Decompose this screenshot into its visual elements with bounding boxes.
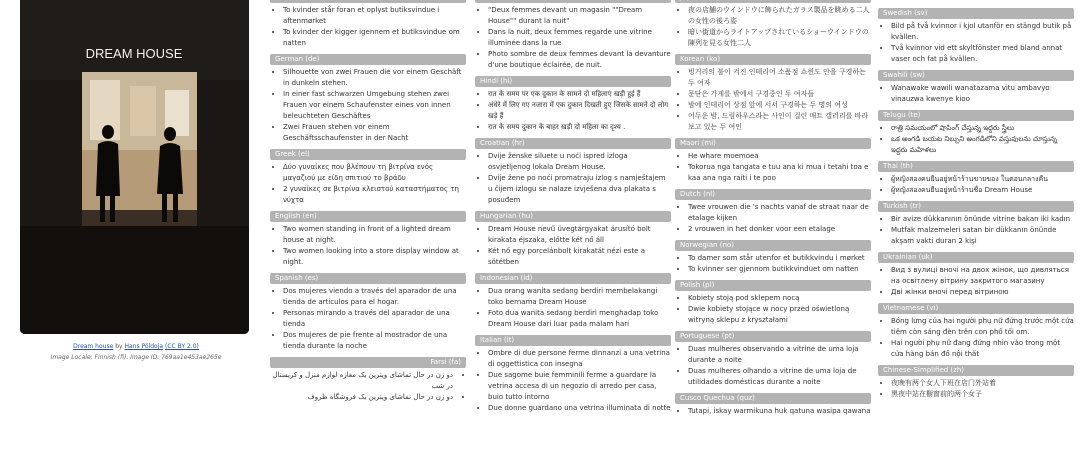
caption-item: • Due donne guardano una vetrina illuminata di notte <box>488 403 671 414</box>
caption-item: • ผู้หญิงสองคนยืนอยู่หน้าร้านชื่อ Dream House <box>891 185 1074 196</box>
caption-list <box>475 5 671 71</box>
language-section <box>878 252 1074 298</box>
caption-list <box>475 286 671 330</box>
language-header: Korean (ko) <box>675 54 871 65</box>
caption-list <box>475 348 671 414</box>
language-section <box>475 273 671 330</box>
caption-item: • Duas mulheres olhando a vitrine de uma loja de utilidades domésticas durante a noite <box>688 366 871 388</box>
caption-list <box>675 253 871 275</box>
caption-item: • Duas mulheres observando a vitrine de uma loja durante a noite <box>688 344 871 366</box>
caption-item: • Δύο γυναίκες που βλέπουν τη βιτρίνα ενός μαγαζιού με είδη σπιτιού το βράδυ <box>283 162 466 184</box>
license-link[interactable]: (CC BY 2.0) <box>165 343 199 350</box>
caption-item: • Dwie kobiety stojące w nocy przed oświetloną witryną sklepu z kryształami <box>688 304 871 326</box>
language-section <box>270 357 466 403</box>
caption-item: • Zwei Frauen stehen vor einem Geschäftsschaufenster in der Nacht <box>283 122 466 144</box>
caption-list <box>270 67 466 144</box>
caption-item: • రాత్రి సమయంలో షాపింగ్ చేస్తున్న ఇద్దరు స్త్రీలు <box>891 123 1074 134</box>
caption-item: • 빙거리의 불이 켜진 인테리어 소품점 쇼윈도 안을 구경하는 두 여자 <box>688 67 871 89</box>
caption-item: • Dvije ženske siluete u noći ispred izloga osvjetljenog lokala Dream House. <box>488 151 671 173</box>
caption-item: • Ombre di due persone ferme dinnanzi a una vetrina di oggettistica con insegna <box>488 348 671 370</box>
caption-list <box>475 151 671 206</box>
caption-by: by <box>115 343 123 350</box>
language-section <box>270 211 466 268</box>
language-section <box>675 138 871 184</box>
caption-item <box>891 0 1074 3</box>
caption-list <box>270 5 466 49</box>
language-section <box>878 0 1074 3</box>
caption-item: • 문닫은 가게를 밖에서 구경중인 두 여자들 <box>688 89 871 100</box>
caption-list <box>878 174 1074 196</box>
caption-list <box>878 378 1074 400</box>
language-header <box>675 0 871 3</box>
image-meta: Image Locale: Finnish (fi). Image ID: 769aa1e453ae265e <box>50 354 222 361</box>
caption-item: • Photo sombre de deux femmes devant la devanture d'une boutique éclairée, de nuit. <box>488 49 671 71</box>
language-section <box>270 0 466 49</box>
caption-item: • Foto dua wanita sedang berdiri menghadap toko Dream House dari luar pada malam hari <box>488 308 671 330</box>
language-header: Croatian (hr) <box>475 138 671 149</box>
language-header: Greek (el) <box>270 149 466 160</box>
caption-list <box>270 224 466 268</box>
language-section <box>878 8 1074 65</box>
caption-item: • 夜の店舗のウインドウに飾られたガラス製品を眺める二人の女性の後ろ姿 <box>688 5 871 27</box>
caption-item: • Tokorua nga tangata e tuu ana ki mua i tetahi toa e kaa ana nga raiti i te poo <box>688 162 871 184</box>
caption-item: • Bir avize dükkanının önünde vitrine bakan iki kadın <box>891 214 1074 225</box>
language-header: Swedish (sv) <box>878 8 1074 19</box>
caption-item: • Due sagome buie femminili ferme a guardare la vetrina accesa di un negozio di arredo per casa, buio tutto intorno <box>488 370 671 403</box>
caption-list <box>878 123 1074 156</box>
caption-item: • To kvinner ser gjennom butikkvinduet om natten <box>688 264 871 275</box>
caption-list <box>270 370 466 403</box>
caption-item: • ผู้หญิงสองคนยืนอยู่หน้าร้านขายของ ในตอนกลางคืน <box>891 174 1074 185</box>
language-section <box>675 54 871 133</box>
language-section <box>675 189 871 235</box>
caption-list <box>475 89 671 133</box>
caption-column <box>675 0 871 422</box>
caption-item: • Két nő egy porcelánbolt kirakatát nézi este a sötétben <box>488 246 671 268</box>
caption-item: • रात के समय दुकान के बाहर खड़ी दो महिला का दृश्य . <box>488 122 671 133</box>
caption-item: • Two women looking into a store display window at night. <box>283 246 466 268</box>
caption-list <box>878 83 1074 105</box>
language-section <box>475 76 671 133</box>
caption-item: • Вид з вулиці вночі на двох жінок, що дивляться на освітлену вітрину закритого магазину <box>891 265 1074 287</box>
caption-item: • Two women standing in front of a lighted dream house at night. <box>283 224 466 246</box>
language-header: Dutch (nl) <box>675 189 871 200</box>
caption-item: • 어두운 밤, 드림하우스라는 사인이 걸린 매트 갤러리를 바라보고 있는 두 여인 <box>688 111 871 133</box>
language-header: Hindi (hi) <box>475 76 671 87</box>
language-header: Italian (it) <box>475 335 671 346</box>
photo[interactable] <box>20 0 249 334</box>
caption-item: • To damer som står utenfor et butikkvindu i mørket <box>688 253 871 264</box>
language-header <box>270 0 466 3</box>
language-header: Maori (mi) <box>675 138 871 149</box>
language-section <box>475 211 671 268</box>
language-section <box>270 273 466 352</box>
caption-column <box>270 0 466 408</box>
caption-item: • Dvije žene po noći promatraju izlog s namještajem u čijem izlogu se nalaze izvješena dva plakata s posuđem <box>488 173 671 206</box>
language-header: English (en) <box>270 211 466 222</box>
caption-column <box>878 0 1074 405</box>
caption-item: • Personas mirando a través del aparador de una tienda <box>283 308 466 330</box>
language-header: Swahili (sw) <box>878 70 1074 81</box>
caption-list <box>675 151 871 184</box>
caption-item: • Wanawake wawili wanatazama vitu ambavyo vinauzwa kwenye kioo <box>891 83 1074 105</box>
language-section <box>878 365 1074 400</box>
caption-list <box>675 202 871 235</box>
caption-item: • Tutapi, iskay warmikuna huk qatuna wasipa qawana <box>688 406 871 417</box>
language-header: Ukrainian (uk) <box>878 252 1074 263</box>
author-link[interactable]: Hans Pöldoja <box>124 343 164 350</box>
caption-item: • To kvinder der kigger igennem et butiksvindue om natten <box>283 27 466 49</box>
caption-item: • Дві жінки вночі перед вітриною <box>891 287 1074 298</box>
caption-list <box>878 265 1074 298</box>
caption-list <box>675 293 871 326</box>
caption-item: • Bóng lưng của hai người phụ nữ đứng trước một cửa tiệm còn sáng đèn trên con phố tối om. <box>891 316 1074 338</box>
language-header: Hungarian (hu) <box>475 211 671 222</box>
caption-item: • "Deux femmes devant un magasin ""Dream House"" durant la nuit" <box>488 5 671 27</box>
caption-list <box>270 286 466 352</box>
language-header: Turkish (tr) <box>878 201 1074 212</box>
caption-item: • Dos mujeres viendo a través del aparador de una tienda de artículos para el hogar. <box>283 286 466 308</box>
caption-list <box>878 214 1074 247</box>
caption-item: • Dua orang wanita sedang berdiri membelakangi toko bernama Dream House <box>488 286 671 308</box>
caption-list <box>675 5 871 49</box>
language-header: Indonesian (id) <box>475 273 671 284</box>
language-section <box>675 0 871 49</box>
language-section <box>675 393 871 417</box>
caption-item: • 夜晚有两个女人下班在店门外站着 <box>891 378 1074 389</box>
caption-item: • Kobiety stoją pod sklepem nocą <box>688 293 871 304</box>
caption-item: • Dans la nuit, deux femmes regarde une vitrine illuminée dans la rue <box>488 27 671 49</box>
caption-list <box>475 224 671 268</box>
caption-column <box>475 0 671 419</box>
language-header: Norwegian (no) <box>675 240 871 251</box>
language-header: Cusco Quechua (quz) <box>675 393 871 404</box>
caption-list <box>878 0 1074 3</box>
caption-item: • 黑夜中站在橱窗前的两个女子 <box>891 389 1074 400</box>
caption-item: • دو زن در حال تماشای ویترین یک فروشگاه ظروف <box>270 392 453 403</box>
storefront-photo <box>20 0 249 334</box>
caption-item: • To kvinder står foran et oplyst butiksvindue i aftenmørket <box>283 5 466 27</box>
language-section <box>878 70 1074 105</box>
caption-list <box>878 316 1074 360</box>
caption-item: • 밤에 인테리어 상점 앞에 서서 구경하는 두 명의 여성 <box>688 100 871 111</box>
caption-item: • Dos mujeres de pie frente al mostrador de una tienda durante la noche <box>283 330 466 352</box>
caption-list <box>878 21 1074 65</box>
language-header: Thai (th) <box>878 161 1074 172</box>
language-section <box>475 335 671 414</box>
language-header: Portuguese (pt) <box>675 331 871 342</box>
language-header: Telugu (te) <box>878 110 1074 121</box>
language-header: Vietnamese (vi) <box>878 303 1074 314</box>
language-section <box>675 280 871 326</box>
caption-item: • Silhouette von zwei Frauen die vor einem Geschäft in dunkeln stehen. <box>283 67 466 89</box>
caption-list <box>270 162 466 206</box>
language-header: German (de) <box>270 54 466 65</box>
caption-item: • 2 vrouwen in het donker voor een etalage <box>688 224 871 235</box>
language-header: Chinese-Simplified (zh) <box>878 365 1074 376</box>
language-header <box>475 0 671 3</box>
store-sign: DREAM HOUSE <box>85 46 183 61</box>
caption-item: • 2 γυναίκες σε βιτρίνα κλειστού καταστήματος τη νύχτα <box>283 184 466 206</box>
language-section <box>270 149 466 206</box>
caption-item: • Dream House nevű üvegtárgyakat árusító bolt kirakata éjszaka, előtte két nő áll <box>488 224 671 246</box>
language-section <box>878 201 1074 247</box>
language-section <box>675 331 871 388</box>
caption-item: • Twee vrouwen die 's nachts vanaf de straat naar de etalage kijken <box>688 202 871 224</box>
caption-item: • Bild på två kvinnor i kjol utanför en stängd butik på kvällen. <box>891 21 1074 43</box>
caption-link[interactable]: Dream house <box>73 343 114 350</box>
caption-item: • अंधेरे में लिए गए नजारा में एक दुकान दिखती हुए जिसके सामने दो लोग खड़े हैं <box>488 100 671 122</box>
language-header: Farsi (fa) <box>270 357 466 368</box>
language-section <box>475 138 671 206</box>
caption-item: • 暗い街道からライトアップされているショーウインドウの陳列を見る女性二人 <box>688 27 871 49</box>
caption-item: • دو زن در حال تماشای ویترین یک مغازه لوازم منزل و کریستال در شب <box>270 370 453 392</box>
caption-item: • In einer fast schwarzen Umgebung stehen zwei Frauen vor einem Schaufenster eines von innen beleuchteten Geschäftes <box>283 89 466 122</box>
language-header: Spanish (es) <box>270 273 466 284</box>
image-caption <box>0 341 272 363</box>
language-section <box>878 303 1074 360</box>
caption-item: • Hai người phụ nữ đang đứng nhìn vào trong một cửa hàng bán đồ nội thất <box>891 338 1074 360</box>
caption-item: • ఒక అంగడి బయట నిల్చుని అంగడిలోని వస్తువులను చూస్తున్న ఇద్దరు మహిళలు <box>891 134 1074 156</box>
language-section <box>270 54 466 144</box>
language-section <box>878 161 1074 196</box>
caption-item: • He whare moemoea <box>688 151 871 162</box>
caption-list <box>675 67 871 133</box>
caption-item: • रात के समय पर एक दुकान के सामने दो महिलाएं खड़ी हुई हैं <box>488 89 671 100</box>
language-section <box>475 0 671 71</box>
caption-item: • Två kvinnor vid ett skyltfönster med bland annat vaser och fat på kvällen. <box>891 43 1074 65</box>
language-header: Polish (pl) <box>675 280 871 291</box>
caption-item: • Mutfak malzemeleri satan bir dükkanın önünde akşam vakti duran 2 kişi <box>891 225 1074 247</box>
language-section <box>675 240 871 275</box>
language-section <box>878 110 1074 156</box>
caption-list <box>675 344 871 388</box>
caption-list <box>675 406 871 417</box>
